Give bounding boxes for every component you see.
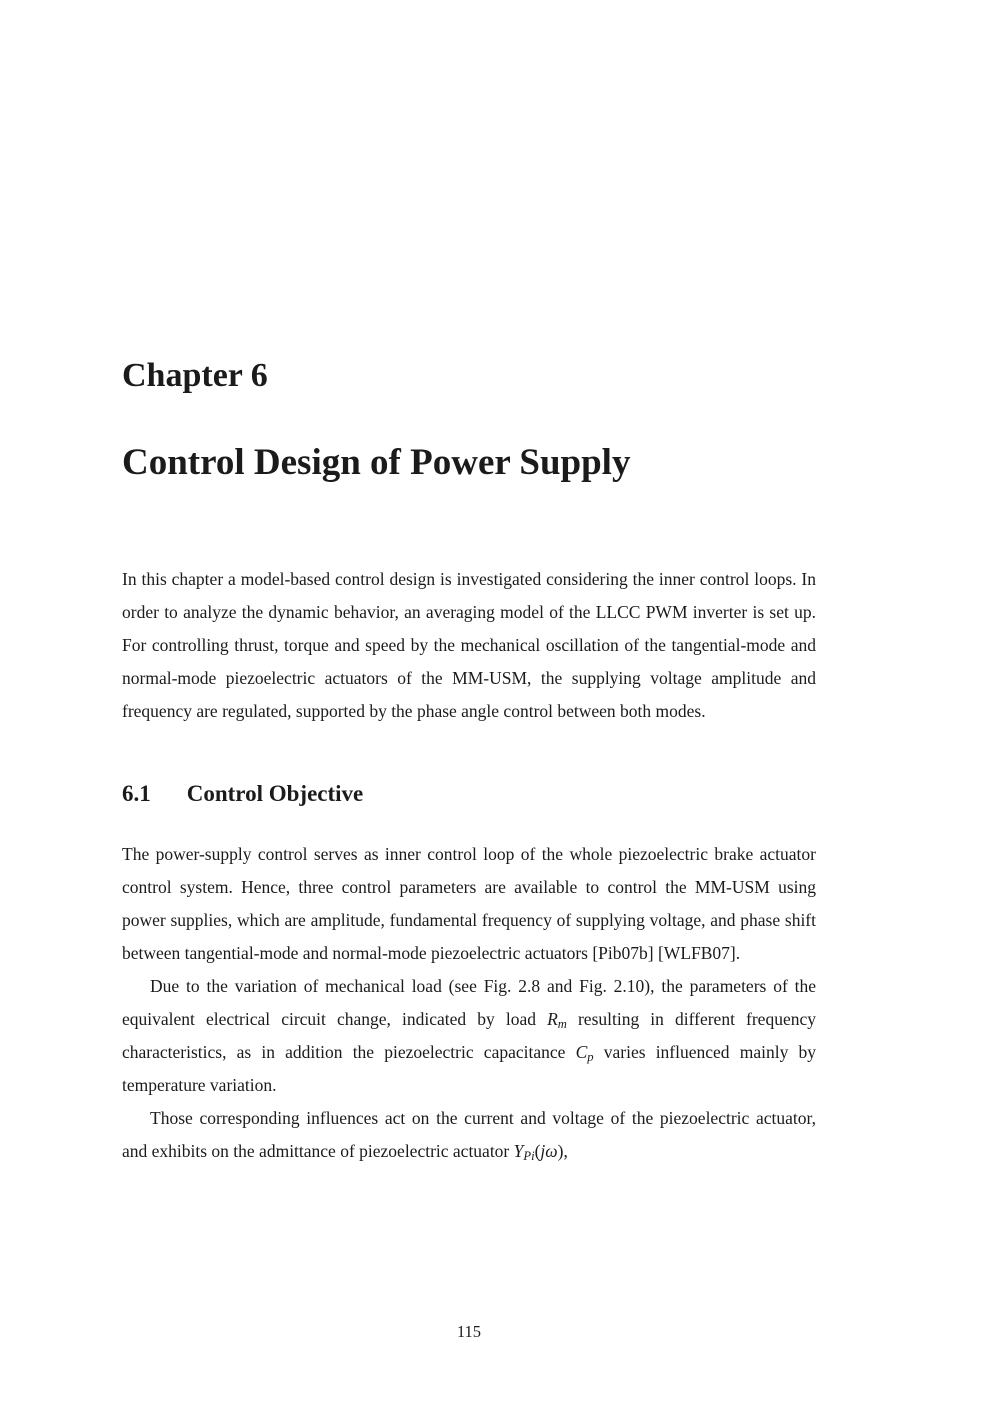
intro-paragraph: In this chapter a model-based control design is investigated considering the inner control loops. In order to analyze the dynamic behavior, an averaging model of the LLCC PWM inverter is set up. For controlling thrust, torque and speed by the mechanical oscillation of the tangential-mode and normal-mode piezoelectric actuators of the MM-USM, the supplying voltage amplitude and frequency are regulated, supported by the phase angle control between both modes.	[122, 569, 816, 722]
body-paragraph: Due to the variation of mechanical load (see Fig. 2.8 and Fig. 2.10), the parameters of the equivalent electrical circuit change, indicated by load Rm resulting in different frequency characteristics, as in addition the piezoelectric capacitance Cp varies influenced mainly by temperature variation.	[122, 975, 816, 1095]
chapter-number-heading: Chapter 6	[122, 357, 268, 394]
section-title: Control Objective	[186, 781, 364, 807]
text-column	[122, 0, 816, 1168]
chapter-intro	[122, 563, 816, 728]
body-paragraph: The power-supply control serves as inner control loop of the whole piezoelectric brake actuator control system. Hence, three control parameters are available to control the MM-USM using power supplies, which are amplitude, fundamental frequency of supplying voltage, and phase shift between tangential-mode and normal-mode piezoelectric actuators [Pib07b] [WLFB07].	[122, 843, 816, 963]
section-body	[122, 838, 816, 1168]
chapter-title: Control Design of Power Supply	[122, 441, 631, 483]
body-paragraph: Those corresponding influences act on the current and voltage of the piezoelectric actuator, and exhibits on the admittance of piezoelectric actuator YPi(jω),	[122, 1107, 816, 1163]
page-number: 115	[456, 1322, 482, 1341]
section-number: 6.1	[122, 781, 151, 807]
section-heading	[122, 780, 816, 808]
